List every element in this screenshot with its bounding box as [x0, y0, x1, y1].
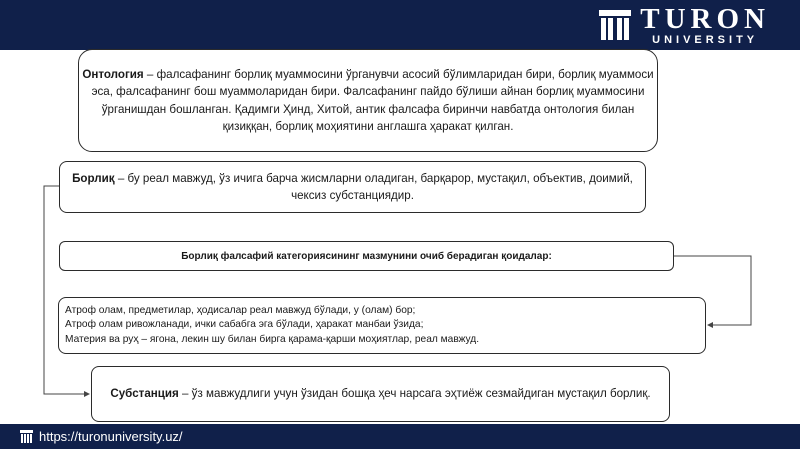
connector-left [44, 186, 89, 394]
logo-name: TURON [640, 2, 770, 35]
ontology-text: – фалсафанинг борлиқ муаммосини ўрганувчи асосий бўлимларидан бири, борлиқ муаммоси эса, фалсафанинг бош муаммоларидан бири. Фалсафанинг пайдо бўлиши айнан борлиқ муаммосини ўрганишдан бошланган. Қадимги Ҳинд, Хитой, антик фалсафа биринчи навбатда онтология билан қизиққан, борлиқ моҳиятини англашга ҳаракат қилган. [91, 67, 654, 133]
substance-text: – ўз мавжудлиги учун ўзидан бошқа ҳеч нарсага эҳтиёж сезмайдиган мустақил борлиқ. [178, 387, 651, 401]
principle-item: Атроф олам ривожланади, ички сабабга эга бўлади, ҳаракат манбаи ўзида; [65, 319, 424, 331]
principles-list-box [58, 297, 706, 354]
principles-heading: Борлиқ фалсафий категориясининг мазмунини очиб берадиган қоидалар: [181, 250, 552, 262]
substance-definition-box [91, 366, 670, 422]
principle-item: Материя ва руҳ – ягона, лекин шу билан бирга қарама-қарши моҳиятлар, реал мавжуд. [65, 333, 480, 345]
principles-heading-box [59, 241, 674, 271]
ontology-term: Онтология [82, 67, 144, 81]
being-definition-box [59, 161, 646, 213]
footer-bar [0, 424, 800, 449]
substance-term: Субстанция [110, 387, 179, 401]
principle-item: Атроф олам, предметилар, ҳодисалар реал мавжуд бўлади, у (олам) бор; [65, 304, 416, 316]
being-text: – бу реал мавжуд, ўз ичига барча жисмларни оладиган, барқарор, мустақил, объектив, доимий, чексиз субстанциядир. [114, 171, 633, 202]
website-link[interactable]: https://turonuniversity.uz/ [39, 429, 183, 444]
ontology-definition-box [78, 49, 658, 152]
logo-subtitle: UNIVERSITY [652, 33, 759, 46]
university-emblem-small-icon [20, 430, 33, 443]
being-term: Борлиқ [72, 171, 115, 185]
